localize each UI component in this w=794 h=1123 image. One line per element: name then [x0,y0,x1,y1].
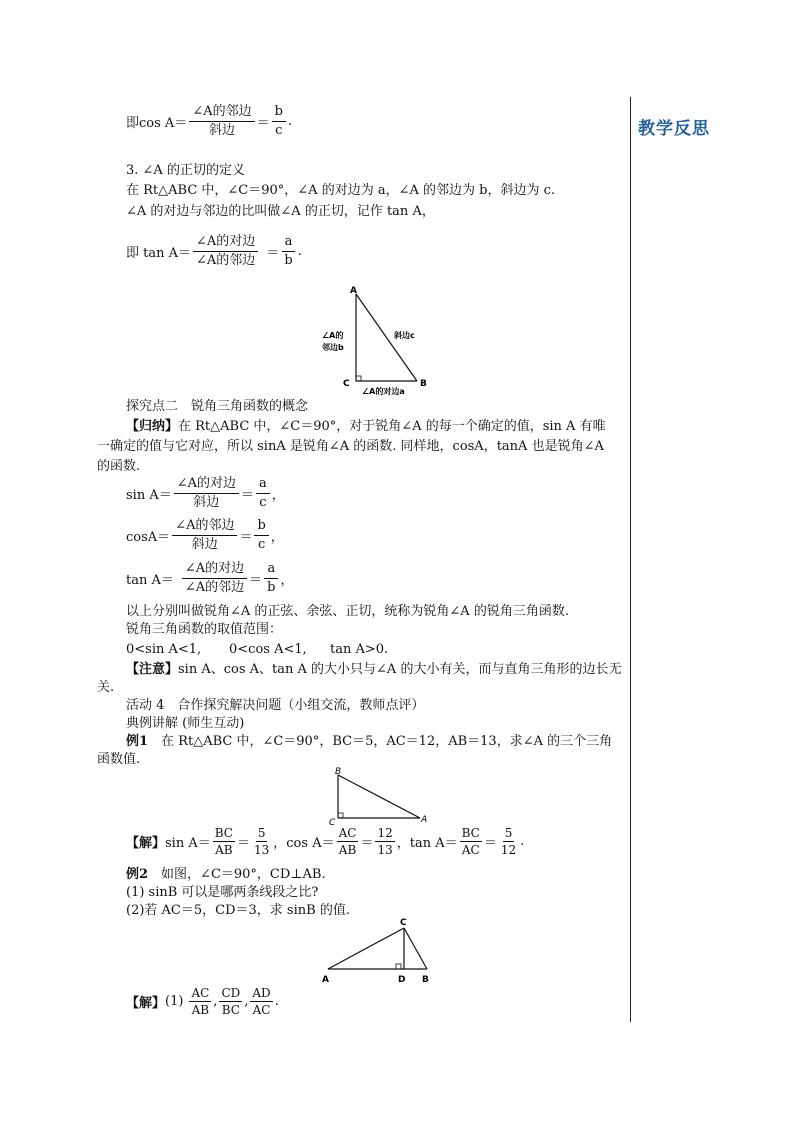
note-line1: 【注意】sin A、cos A、tan A 的大小只与∠A 的大小有关，而与直角三角形的边长无 [126,662,622,677]
triangle-altitude-figure [318,914,440,988]
note-line2: 关. [97,680,115,695]
example1-solution: 【解】 sin A＝ $\frac{BC}{AB}$ ＝ $\frac{5}{13}$ ，cos A＝ $\frac{AC}{AB}$ ＝ $\frac{12}{13}$ ，tan A＝ $\frac{BC}{AC}$ ＝ $\frac{5}{12}$ . [126,826,525,857]
tan-formula: tan A＝ $\frac{\text{∠A的对边}}{\text{∠A的邻边}}$ ＝ $\frac{a}{b}$ ， [126,561,294,595]
example2-q1: (1) sinB 可以是哪两条线段之比? [126,885,319,900]
vertex-b: B [420,379,427,389]
vertex-c: C [343,379,350,389]
tan-line1: 在 Rt△ABC 中，∠C＝90°，∠A 的对边为 a，∠A 的邻边为 b，斜边为 c. [126,183,555,198]
activity4-title: 活动 4 合作探究解决问题（小组交流，教师点评） [126,698,425,713]
summary-line3: 的函数. [97,459,141,474]
sin-formula: sin A＝ $\frac{\text{∠A的对边}}{\text{斜边}}$ ＝ $\frac{a}{c}$ ， [126,476,285,510]
example1-line1: 例1 在 Rt△ABC 中，∠C＝90°，BC＝5，AC＝12，AB＝13，求∠A 的三个三角 [126,734,613,749]
sidebar-divider [630,97,631,1022]
point2-heading: 探究点二 锐角三角函数的概念 [126,399,309,414]
teaching-reflection-title: 教学反思 [638,119,710,139]
range-title: 锐角三角函数的取值范围： [126,622,283,637]
collective-definition: 以上分别叫做锐角∠A 的正弦、余弦、正切，统称为锐角∠A 的锐角三角函数. [126,604,569,619]
tan-heading: 3. ∠A 的正切的定义 [126,163,245,178]
range-cos: 0<cos A<1, [229,642,307,657]
ex2-vertex-a: A [322,975,329,985]
example1-line2: 函数值. [97,752,141,767]
ex2-vertex-b: B [422,975,429,985]
range-tan: tan A>0. [330,642,389,657]
ex2-vertex-d: D [398,975,406,985]
cos-fraction-letters: $\frac{b}{c}$ [272,104,286,139]
adjacent-label-1: ∠A的 [322,331,344,340]
cos-fraction-words: $\frac{\text{∠A的邻边}}{\text{斜边}}$ [189,104,254,139]
cos-prefix: 即cos A＝ [126,116,188,131]
vertex-a: A [350,286,357,296]
hypotenuse-label: 斜边c [394,331,415,340]
example2-q2: (2)若 AC＝5，CD＝3，求 sinB 的值. [126,903,350,918]
ex1-vertex-c: C [329,818,336,828]
opposite-label: ∠A的对边a [362,387,405,396]
activity4-sub: 典例讲解 (师生互动) [126,716,245,731]
cos-definition: 即cos A＝ $\frac{\text{∠A的邻边}}{\text{斜边}}$ ＝ $\frac{b}{c}$ . [126,104,293,138]
summary-line1: 【归纳】在 Rt△ABC 中，∠C＝90°，对于锐角∠A 的每一个确定的值，sin A 有唯 [126,419,606,434]
tan-definition: 即 tan A＝ $\frac{\text{∠A的对边}}{\text{∠A的邻边}}$ ＝ $\frac{a}{b}$ . [126,234,302,268]
tan-line2: ∠A 的对边与邻边的比叫做∠A 的正切，记作 tan A， [126,204,435,219]
cos-formula: cosA＝ $\frac{\text{∠A的邻边}}{\text{斜边}}$ ＝ $\frac{b}{c}$ ， [126,518,284,552]
right-triangle-figure-1 [310,282,440,402]
ex1-vertex-b: B [335,767,342,777]
right-triangle-figure-2 [325,763,435,828]
range-sin: 0<sin A<1, [126,642,202,657]
ex1-vertex-a: A [421,815,428,825]
example2-line1: 例2 如图，∠C＝90°，CD⊥AB. [126,867,326,882]
example2-solution: 【解】 (1) $\frac{AC}{AB}$ , $\frac{CD}{BC}$ , $\frac{AD}{AC}$ . [126,986,279,1017]
summary-line2: 一确定的值与它对应，所以 sinA 是锐角∠A 的函数. 同样地，cosA，tanA 也是锐角∠A [97,439,604,454]
adjacent-label-2: 邻边b [322,343,344,352]
ex2-vertex-c: C [400,918,407,928]
